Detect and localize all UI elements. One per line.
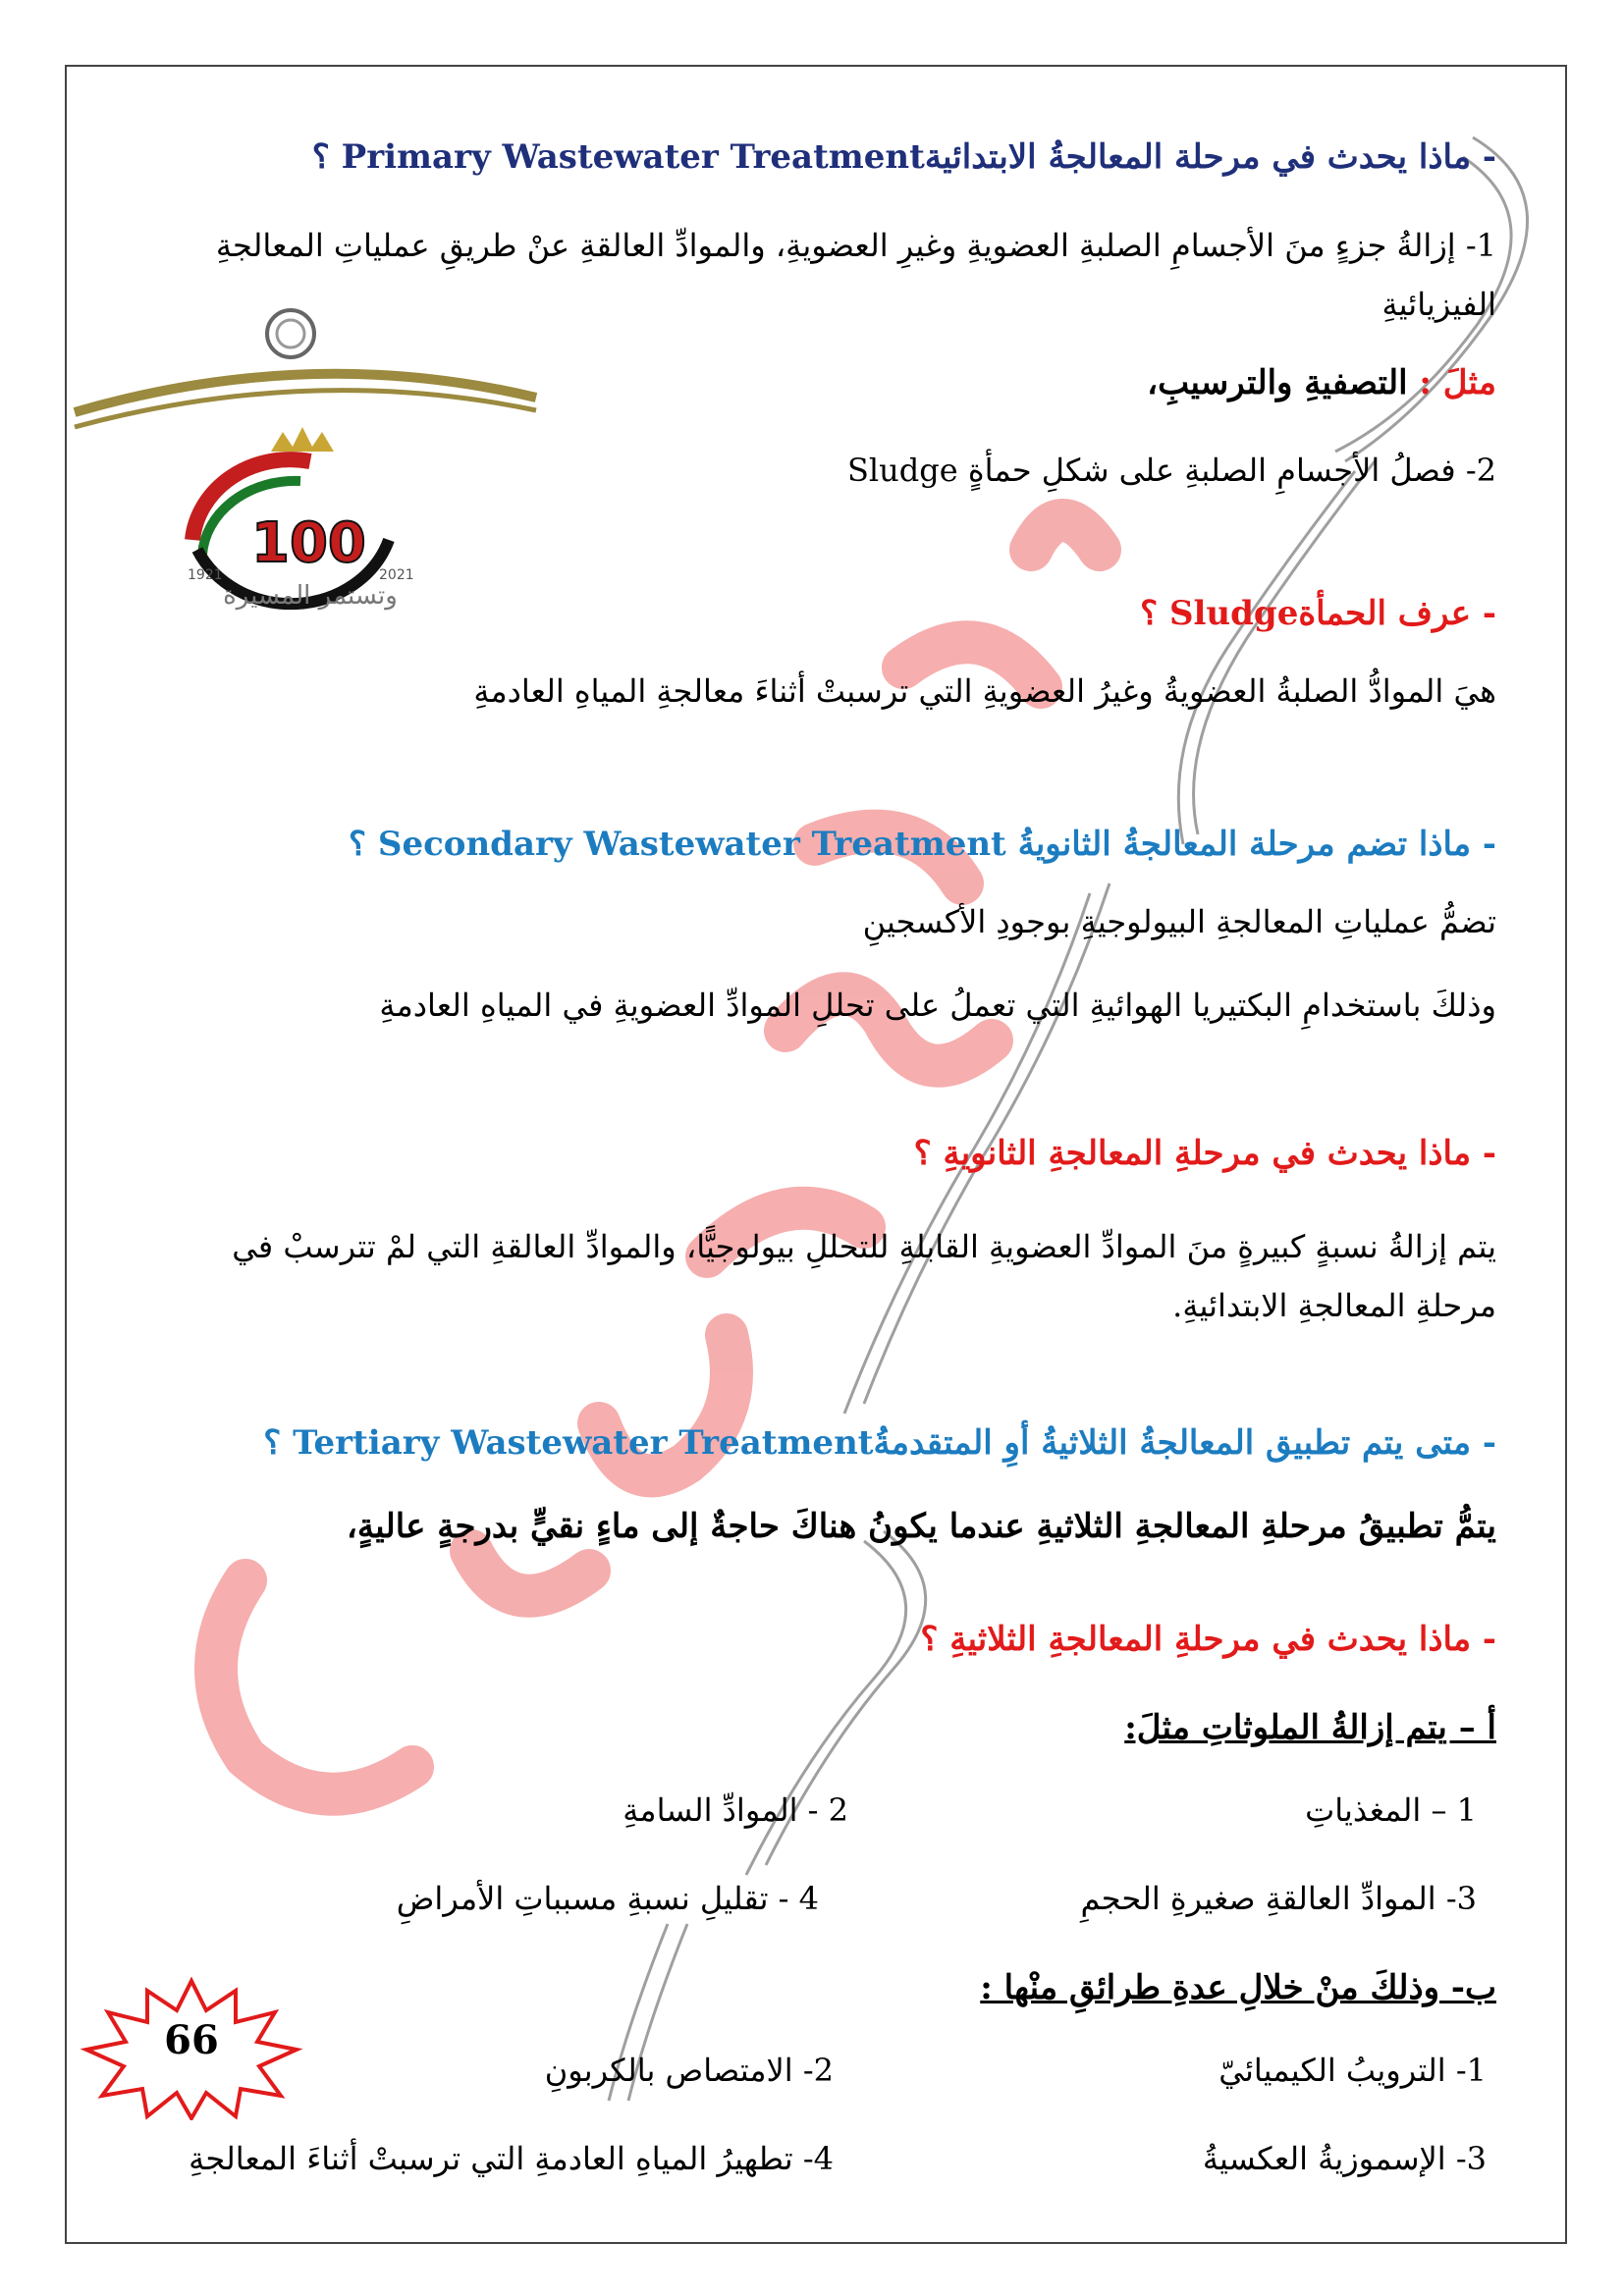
svg-text:1921: 1921 (188, 567, 223, 583)
subheading-pollutants: أ – يتم إزالةُ الملوثاتِ مثلَ: (1124, 1708, 1496, 1747)
secondary-line-2: وذلكَ باستخدامِ البكتيريا الهوائيةِ التي تعملُ على تحللِ الموادِّ العضويةِ في المياهِ العادمةِ (379, 987, 1496, 1024)
svg-text:2021: 2021 (379, 567, 414, 583)
question-secondary-process: - ماذا يحدث في مرحلةِ المعالجةِ الثانويةِ ؟ (913, 1134, 1496, 1173)
subheading-methods: ب- وذلكَ منْ خلالِ عدةِ طرائقِ منْها : (980, 1968, 1496, 2007)
pollutant-item-4: 4 - تقليلِ نسبةِ مسبباتِ الأمراضِ (396, 1880, 819, 1917)
method-item-3: 3- الإسموزيةُ العكسيةُ (1202, 2140, 1487, 2177)
tertiary-answer: يتمُّ تطبيقُ مرحلةِ المعالجةِ الثلاثيةِ عندما يكونُ هناكَ حاجةٌ إلى ماءٍ نقيٍّ بدرجةٍ عاليةٍ، (346, 1507, 1496, 1546)
method-item-2: 2- الامتصاص بالكربونِ (544, 2052, 834, 2089)
secondary-process-answer: يتم إزالةُ نسبةٍ كبيرةٍ منَ الموادِّ العضويةِ القابلةِ للتحللِ بيولوجيًّا، والموادِّ العالقةِ التي لمْ تترسبْ في مرحلةِ المعالجةِ الابتدائيةِ. (232, 1228, 1496, 1324)
logo-caption: وتستمر المسيرة (223, 581, 398, 611)
question-tertiary-treatment: - متى يتم تطبيق المعالجةُ الثلاثيةُ أوِ المتقدمةُTertiary Wastewater Treatment ؟ (263, 1423, 1496, 1463)
sludge-definition: هيَ الموادُّ الصلبةُ العضويةُ وغيرُ العضويةِ التي ترسبتْ أثناءَ معالجةِ المياهِ العادمةِ (473, 672, 1496, 710)
centennial-logo (65, 304, 556, 618)
primary-item-1: 1- إزالةُ جزءٍ منَ الأجسامِ الصلبةِ العضويةِ وغيرِ العضويةِ، والموادِّ العالقةِ عنْ طريقِ عملياتِ المعالجةِ الفيزيائيةِ (215, 227, 1496, 323)
pollutant-item-3: 3- الموادِّ العالقةِ صغيرةِ الحجمِ (1080, 1880, 1477, 1917)
question-define-sludge: - عرف الحمأةSludge ؟ (1140, 594, 1496, 633)
secondary-line-1: تضمُّ عملياتِ المعالجةِ البيولوجيةِ بوجودِ الأكسجينِ (862, 903, 1496, 940)
example-label: مثلَ : (1419, 363, 1496, 402)
example-line (1147, 363, 1496, 402)
method-item-4: 4- تطهيرُ المياهِ العادمةِ التي ترسبتْ أثناءَ المعالجةِ (189, 2140, 834, 2177)
page-number-badge (79, 1973, 304, 2120)
method-item-1: 1- الترويبُ الكيميائيّ (1218, 2052, 1487, 2089)
pollutant-item-2: 2 - الموادِّ السامةِ (623, 1791, 848, 1829)
primary-item-2: 2- فصلُ الأجسامِ الصلبةِ على شكلِ حمأةٍ Sludge (846, 452, 1496, 489)
example-text: التصفيةِ والترسيبِ، (1147, 363, 1408, 402)
page-number: 66 (164, 2017, 219, 2063)
question-primary-treatment: - ماذا يحدث في مرحلة المعالجةُ الابتدائيةPrimary Wastewater Treatment ؟ (311, 137, 1496, 177)
question-secondary-treatment: - ماذا تضم مرحلة المعالجةُ الثانويةُ Secondary Wastewater Treatment ؟ (349, 825, 1496, 864)
question-tertiary-process: - ماذا يحدث في مرحلةِ المعالجةِ الثلاثيةِ ؟ (920, 1620, 1496, 1659)
svg-text:100: 100 (251, 511, 366, 575)
pollutant-item-1: 1 – المغذياتِ (1305, 1791, 1477, 1829)
crown-arch-emblem (65, 304, 556, 618)
